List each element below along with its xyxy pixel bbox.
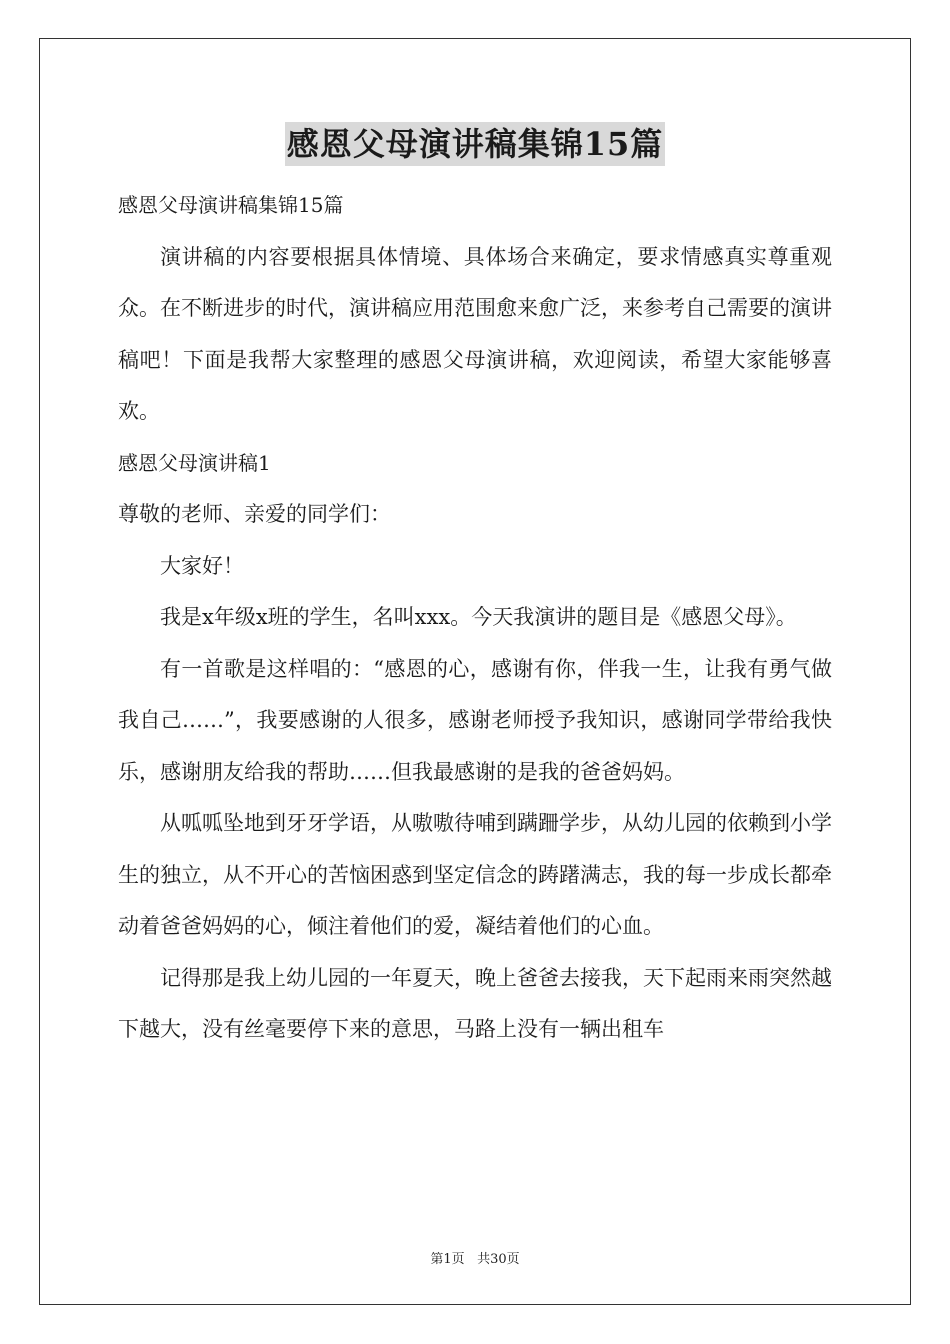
document-body bbox=[118, 180, 832, 1056]
salutation: 尊敬的老师、亲爱的同学们： bbox=[118, 502, 391, 526]
paragraph: 我是x年级x班的学生，名叫xxx。今天我演讲的题目是《感恩父母》。 bbox=[160, 605, 797, 629]
page-footer bbox=[0, 1248, 950, 1267]
section-heading: 感恩父母演讲稿1 bbox=[118, 450, 271, 475]
page-number: 第1页 bbox=[430, 1252, 465, 1267]
document-title: 感恩父母演讲稿集锦15篇 bbox=[285, 122, 666, 166]
paragraph: 有一首歌是这样唱的：“感恩的心，感谢有你，伴我一生，让我有勇气做我自己……”，我要感谢的人很多，感谢老师授予我知识，感谢同学带给我快乐，感谢朋友给我的帮助……但我最感谢的是我的爸爸妈妈。 bbox=[118, 656, 832, 784]
page-total: 共30页 bbox=[477, 1252, 520, 1267]
paragraph: 大家好！ bbox=[160, 553, 244, 578]
paragraph: 从呱呱坠地到牙牙学语，从嗷嗷待哺到蹒跚学步，从幼儿园的依赖到小学生的独立，从不开心的苦恼困惑到坚定信念的踌躇满志，我的每一步成长都牵动着爸爸妈妈的心，倾注着他们的爱，凝结着他们的心血。 bbox=[118, 811, 832, 938]
paragraph: 感恩父母演讲稿集锦15篇 bbox=[118, 193, 344, 217]
paragraph: 记得那是我上幼儿园的一年夏天，晚上爸爸去接我，天下起雨来雨突然越下越大，没有丝毫要停下来的意思，马路上没有一辆出租车 bbox=[118, 965, 832, 1041]
title-wrap bbox=[0, 122, 950, 166]
paragraph: 演讲稿的内容要根据具体情境、具体场合来确定，要求情感真实尊重观众。在不断进步的时代，演讲稿应用范围愈来愈广泛，来参考自己需要的演讲稿吧！下面是我帮大家整理的感恩父母演讲稿，欢迎阅读，希望大家能够喜欢。 bbox=[118, 244, 832, 423]
